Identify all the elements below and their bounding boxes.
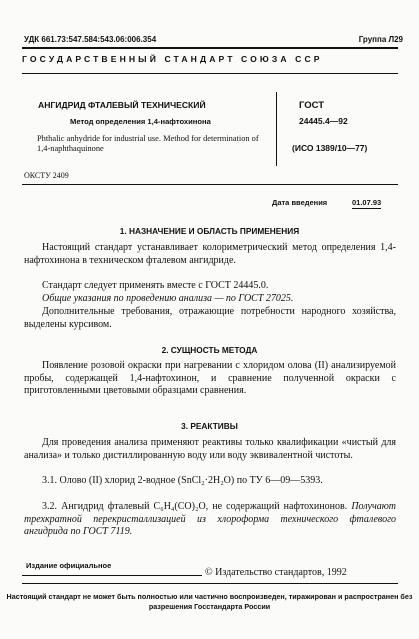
section-3-text-3a: 3.2. Ангидрид фталевый C₆H₄(CO)₂O, не содержащий нафтохинонов.	[42, 501, 348, 512]
section-1-text-4: Дополнительные требования, отражающие потребности народного хозяйства, выделены курсивом.	[24, 306, 396, 330]
section-1-text-2: Стандарт следует применять вместе с ГОСТ 24445.0.	[42, 280, 269, 291]
document-subtitle: Метод определения 1,4-нафтохинона	[70, 117, 211, 126]
publisher-copyright: © Издательство стандартов, 1992	[205, 567, 347, 578]
section-2-heading: 2. СУЩНОСТЬ МЕТОДА	[161, 345, 258, 355]
section-2-paragraph-1	[24, 360, 396, 398]
gost-label: ГОСТ	[299, 100, 325, 111]
udk-code: УДК 661.73:547.584:543.06:006.354	[24, 35, 157, 44]
section-1-paragraph-2	[24, 280, 396, 293]
bottom-rule	[22, 583, 398, 584]
section-3-heading: 3. РЕАКТИВЫ	[181, 421, 238, 431]
english-title: Phthalic anhydride for industrial use. Method for determination of 1,4-naphthaquinone	[37, 134, 259, 153]
top-rule	[22, 47, 398, 49]
section-3-paragraph-3	[24, 501, 396, 539]
oksty-code: ОКСТУ 2409	[24, 171, 69, 180]
section-1-heading: 1. НАЗНАЧЕНИЕ И ОБЛАСТЬ ПРИМЕНЕНИЯ	[119, 226, 300, 236]
intro-date-value: 01.07.93	[352, 198, 382, 207]
iso-reference: (ИСО 1389/10—77)	[292, 143, 368, 153]
standard-banner: ГОСУДАРСТВЕННЫЙ СТАНДАРТ СОЮЗА ССР	[22, 54, 323, 64]
document-title: АНГИДРИД ФТАЛЕВЫЙ ТЕХНИЧЕСКИЙ	[38, 100, 206, 110]
section-1-paragraph-1	[24, 242, 396, 267]
footer-rule	[22, 575, 202, 576]
group-code: Группа Л29	[358, 35, 403, 44]
official-edition: Издание официальное	[26, 561, 112, 570]
section-3-text-1: Для проведения анализа применяют реактивы только квалификации «чистый для анализа» и только дистиллированную воду или воду эквивалентной чистоты.	[24, 437, 396, 461]
section-3-text-3b: Получают трехкратной перекристаллизацией из хлороформа технического фталевого ангидрида по ГОСТ 7119.	[24, 501, 396, 538]
section-3-paragraph-1	[24, 437, 396, 462]
intro-date-label: Дата введения	[272, 198, 328, 207]
banner-rule	[22, 73, 398, 74]
reproduction-notice: Настоящий стандарт не может быть полностью или частично воспроизведен, тиражирован и распространен без разрешения Госстандарта России	[6, 592, 413, 611]
section-2-text-1: Появление розовой окраски при нагревании с хлоридом олова (II) анализируемой пробы, содержащей 1,4-нафтохинон, и сравнение полученной окраски с приготовленными цветовыми образцами сравнения.	[24, 360, 396, 397]
title-divider	[276, 92, 277, 166]
section-1-paragraph-4	[24, 306, 396, 331]
oksty-rule	[22, 184, 398, 185]
gost-number: 24445.4—92	[299, 116, 348, 126]
section-3-text-2: 3.1. Олово (II) хлорид 2-водное (SnCl₂·2H₂O) по ТУ 6—09—5393.	[42, 475, 323, 486]
section-3-paragraph-2	[24, 475, 396, 488]
section-1-text-1: Настоящий стандарт устанавливает колориметрический метод определения 1,4-нафтохинона в техническом фталевом ангидриде.	[24, 242, 396, 266]
section-1-paragraph-3	[24, 293, 396, 306]
section-1-text-3: Общие указания по проведению анализа — по ГОСТ 27025.	[42, 293, 294, 304]
